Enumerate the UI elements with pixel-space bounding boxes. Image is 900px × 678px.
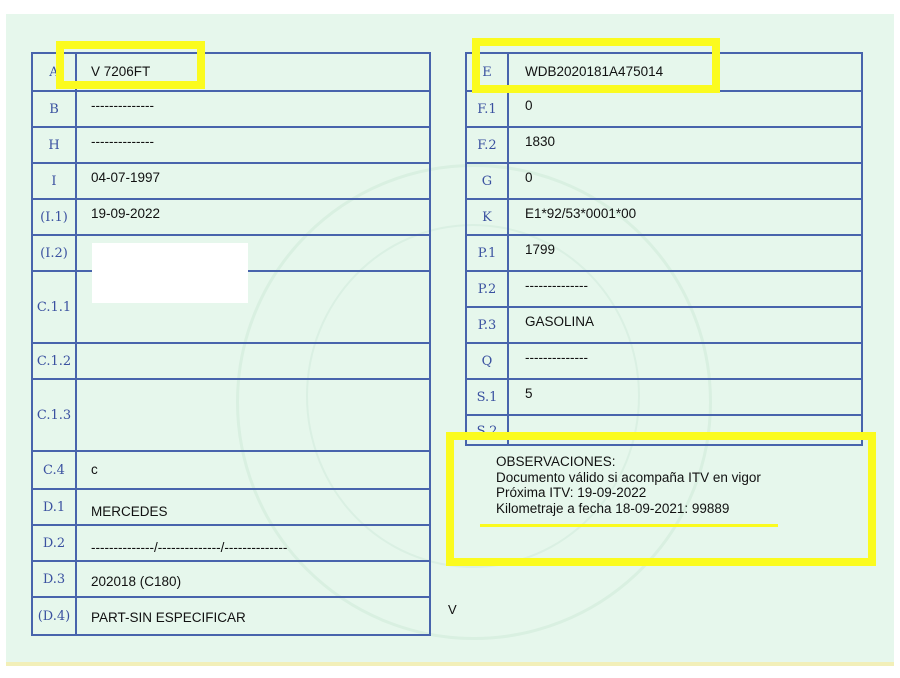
field-row-D2 — [33, 526, 429, 562]
field-code: S.1 — [467, 380, 509, 414]
field-row-G — [467, 164, 861, 200]
field-code: E — [467, 54, 509, 90]
field-value: V 7206FT — [91, 64, 151, 79]
field-value: WDB2020181A475014 — [525, 64, 664, 79]
field-row-D1 — [33, 490, 429, 526]
field-value: --------------/--------------/-------------- — [91, 540, 288, 555]
observations-line: Documento válido si acompaña ITV en vigor — [496, 469, 761, 485]
field-row-D4 — [33, 598, 429, 634]
field-row-H — [33, 128, 429, 164]
field-value: PART-SIN ESPECIFICAR — [91, 610, 246, 625]
field-value: 5 — [525, 386, 533, 401]
field-code: C.1.2 — [33, 344, 77, 378]
field-code: P.2 — [467, 272, 509, 306]
paper-edge — [6, 662, 894, 666]
field-row-P2 — [467, 272, 861, 308]
highlight-box-vin — [472, 38, 720, 93]
field-value: 1830 — [525, 134, 556, 149]
field-code: D.1 — [33, 490, 77, 524]
field-row-F1 — [467, 92, 861, 128]
field-value: 04-07-1997 — [91, 170, 161, 185]
field-value: E1*92/53*0001*00 — [525, 206, 637, 221]
field-value: c — [91, 462, 98, 477]
field-code: B — [33, 92, 77, 126]
field-value: -------------- — [525, 278, 588, 293]
highlight-box-observations — [446, 432, 876, 566]
field-value: -------------- — [91, 98, 154, 113]
field-row-Q — [467, 344, 861, 380]
field-row-F2 — [467, 128, 861, 164]
field-value: 202018 (C180) — [91, 574, 182, 589]
field-code: G — [467, 164, 509, 198]
redaction-box — [92, 243, 248, 303]
field-value: -------------- — [525, 350, 588, 365]
field-code: K — [467, 200, 509, 234]
field-row-C12 — [33, 344, 429, 380]
field-value: 0 — [525, 98, 533, 113]
field-code: C.4 — [33, 452, 77, 488]
field-row-S1 — [467, 380, 861, 416]
field-row-C13 — [33, 380, 429, 452]
field-row-I — [33, 164, 429, 200]
field-code: F.2 — [467, 128, 509, 162]
right-fields-table — [465, 52, 863, 446]
footer-mark: V — [448, 602, 457, 617]
observations-line: Kilometraje a fecha 18-09-2021: 99889 — [496, 500, 730, 516]
field-code: S.2 — [467, 416, 509, 446]
field-row-B — [33, 92, 429, 128]
field-row-P1 — [467, 236, 861, 272]
field-code: I — [33, 164, 77, 198]
field-row-I1 — [33, 200, 429, 236]
field-code: P.3 — [467, 308, 509, 342]
field-value: 19-09-2022 — [91, 206, 161, 221]
field-code: D.3 — [33, 562, 77, 596]
field-code: A — [33, 54, 77, 90]
field-row-D3 — [33, 562, 429, 598]
field-code: P.1 — [467, 236, 509, 270]
field-code: (D.4) — [33, 598, 77, 634]
field-row-P3 — [467, 308, 861, 344]
field-code: Q — [467, 344, 509, 378]
highlight-box-plate — [56, 41, 205, 89]
observations-title: OBSERVACIONES: — [496, 454, 616, 469]
field-code: H — [33, 128, 77, 162]
left-fields-table — [31, 52, 431, 636]
field-code: C.1.3 — [33, 380, 77, 450]
field-code: F.1 — [467, 92, 509, 126]
field-value: 1799 — [525, 242, 556, 257]
field-value: 0 — [525, 170, 533, 185]
field-value: MERCEDES — [91, 504, 168, 519]
field-value: -------------- — [91, 134, 154, 149]
field-row-K — [467, 200, 861, 236]
field-code: D.2 — [33, 526, 77, 560]
observations-line: Próxima ITV: 19-09-2022 — [496, 485, 647, 500]
field-code: (I.1) — [33, 200, 77, 234]
field-code: C.1.1 — [33, 272, 77, 342]
field-code: (I.2) — [33, 236, 77, 270]
field-row-C4 — [33, 452, 429, 490]
field-value: GASOLINA — [525, 314, 595, 329]
